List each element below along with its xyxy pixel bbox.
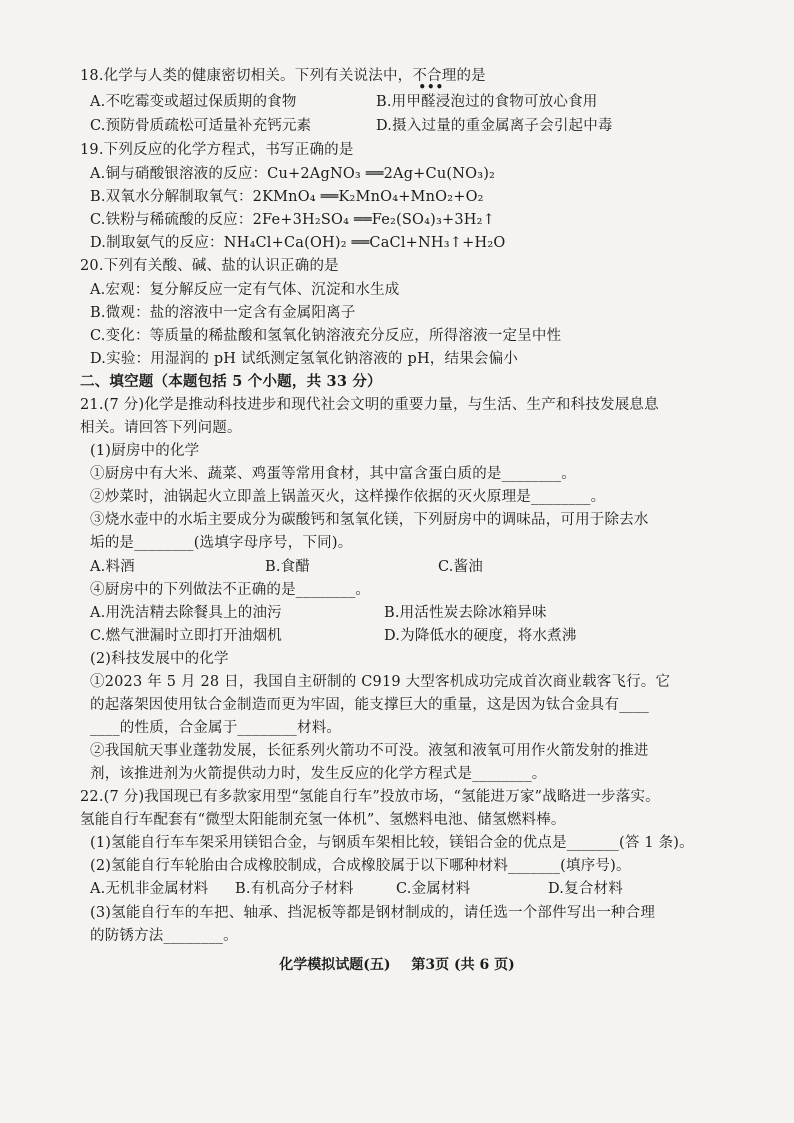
q22-3-line-2: 的防锈方法________。 [90, 928, 238, 944]
q22-stem-line-2: 氢能自行车配套有“微型太阳能制充氢一体机”、氢燃料电池、储氢燃料棒。 [80, 812, 566, 828]
q21-stem-line-2: 相关。请回答下列问题。 [80, 420, 242, 436]
q21-1-3-option-c: C.酱油 [438, 559, 483, 575]
q21-1-3-option-b: B.食醋 [265, 559, 311, 575]
q21-1-3-option-a: A.料酒 [90, 559, 135, 575]
q18-option-b: B.用甲醛浸泡过的食物可放心食用 [376, 94, 598, 110]
q18-option-d: D.摄入过量的重金属离子会引起中毒 [376, 118, 613, 134]
emphasis-dots: ••• [418, 80, 444, 96]
q22-2-option-d: D.复合材料 [548, 881, 623, 897]
q19-option-c: C.铁粉与稀硫酸的反应：2Fe+3H₂SO₄ ══Fe₂(SO₄)₃+3H₂↑ [90, 212, 495, 228]
q22-2-option-c: C.金属材料 [396, 881, 471, 897]
q18-option-c: C.预防骨质疏松可适量补充钙元素 [90, 118, 312, 134]
q21-1-4-option-a: A.用洗洁精去除餐具上的油污 [90, 605, 282, 621]
q20-option-d: D.实验：用湿润的 pH 试纸测定氢氧化钠溶液的 pH，结果会偏小 [90, 351, 518, 367]
q21-2-1-line-3: ____的性质，合金属于________材料。 [90, 720, 342, 736]
q22-stem-line-1: 22.(7 分)我国现已有多款家用型“氢能自行车”投放市场，“氢能进万家”战略进一步落实。 [80, 789, 660, 805]
q21-1-2: ②炒菜时，油锅起火立即盖上锅盖灭火，这样操作依据的灭火原理是________。 [90, 489, 606, 505]
q19-stem: 19.下列反应的化学方程式，书写正确的是 [80, 142, 354, 158]
q21-2-2-line-2: 剂，该推进剂为火箭提供动力时，发生反应的化学方程式是________。 [90, 766, 547, 782]
q21-part-2-title: (2)科技发展中的化学 [90, 651, 229, 667]
q21-1-4-option-c: C.燃气泄漏时立即打开油烟机 [90, 628, 282, 644]
page-footer [0, 954, 794, 974]
q21-stem-line-1: 21.(7 分)化学是推动科技进步和现代社会文明的重要力量，与生活、生产和科技发展息息 [80, 397, 659, 413]
q21-1-4: ④厨房中的下列做法不正确的是________。 [90, 582, 371, 598]
page-number: 第3页 (共 6 页) [411, 957, 515, 973]
q18-option-a: A.不吃霉变或超过保质期的食物 [90, 94, 297, 110]
q22-2-option-b: B.有机高分子材料 [235, 881, 354, 897]
q20-option-a: A.宏观：复分解反应一定有气体、沉淀和水生成 [90, 282, 400, 298]
q21-1-1: ①厨房中有大米、蔬菜、鸡蛋等常用食材，其中富含蛋白质的是________。 [90, 466, 576, 482]
q21-2-1-line-2: 的起落架因使用钛合金制造而更为牢固，能支撑巨大的重量，这是因为钛合金具有____ [90, 697, 649, 713]
q21-1-4-option-b: B.用活性炭去除冰箱异味 [384, 605, 547, 621]
q19-option-d: D.制取氨气的反应：NH₄Cl+Ca(OH)₂ ══CaCl+NH₃↑+H₂O [90, 235, 506, 251]
q20-stem: 20.下列有关酸、碱、盐的认识正确的是 [80, 258, 339, 274]
q21-1-3-line-2: 垢的是________(选填字母序号，下同)。 [90, 535, 353, 551]
q21-1-4-option-d: D.为降低水的硬度，将水煮沸 [384, 628, 577, 644]
section-heading-fill-in: 二、填空题（本题包括 5 个小题，共 33 分） [80, 373, 382, 390]
q21-part-1-title: (1)厨房中的化学 [90, 443, 200, 459]
q21-1-3-line-1: ③烧水壶中的水垢主要成分为碳酸钙和氢氧化镁，下列厨房中的调味品，可用于除去水 [90, 512, 649, 528]
q22-3-line-1: (3)氢能自行车的车把、轴承、挡泥板等都是钢材制成的，请任选一个部件写出一种合理 [90, 905, 656, 921]
q20-option-b: B.微观：盐的溶液中一定含有金属阳离子 [90, 305, 356, 321]
q22-2: (2)氢能自行车轮胎由合成橡胶制成，合成橡胶属于以下哪种材料_______(填序号)。 [90, 858, 631, 874]
q19-option-a: A.铜与硝酸银溶液的反应：Cu+2AgNO₃ ══2Ag+Cu(NO₃)₂ [90, 166, 496, 182]
q22-2-option-a: A.无机非金属材料 [90, 881, 209, 897]
q20-option-c: C.变化：等质量的稀盐酸和氢氧化钠溶液充分反应，所得溶液一定呈中性 [90, 328, 562, 344]
q21-2-1-line-1: ①2023 年 5 月 28 日，我国自主研制的 C919 大型客机成功完成首次商业载客飞行。它 [90, 674, 671, 690]
exam-title: 化学模拟试题(五) [279, 957, 391, 973]
q18-stem: 18.化学与人类的健康密切相关。下列有关说法中，不合理的是 [80, 68, 486, 84]
q19-option-b: B.双氧水分解制取氧气：2KMnO₄ ══K₂MnO₄+MnO₂+O₂ [90, 189, 484, 205]
q22-1: (1)氢能自行车车架采用镁铝合金，与钢质车架相比较，镁铝合金的优点是_______(答 1 条)。 [90, 835, 694, 851]
q21-2-2-line-1: ②我国航天事业蓬勃发展，长征系列火箭功不可没。液氢和液氧可用作火箭发射的推进 [90, 743, 649, 759]
